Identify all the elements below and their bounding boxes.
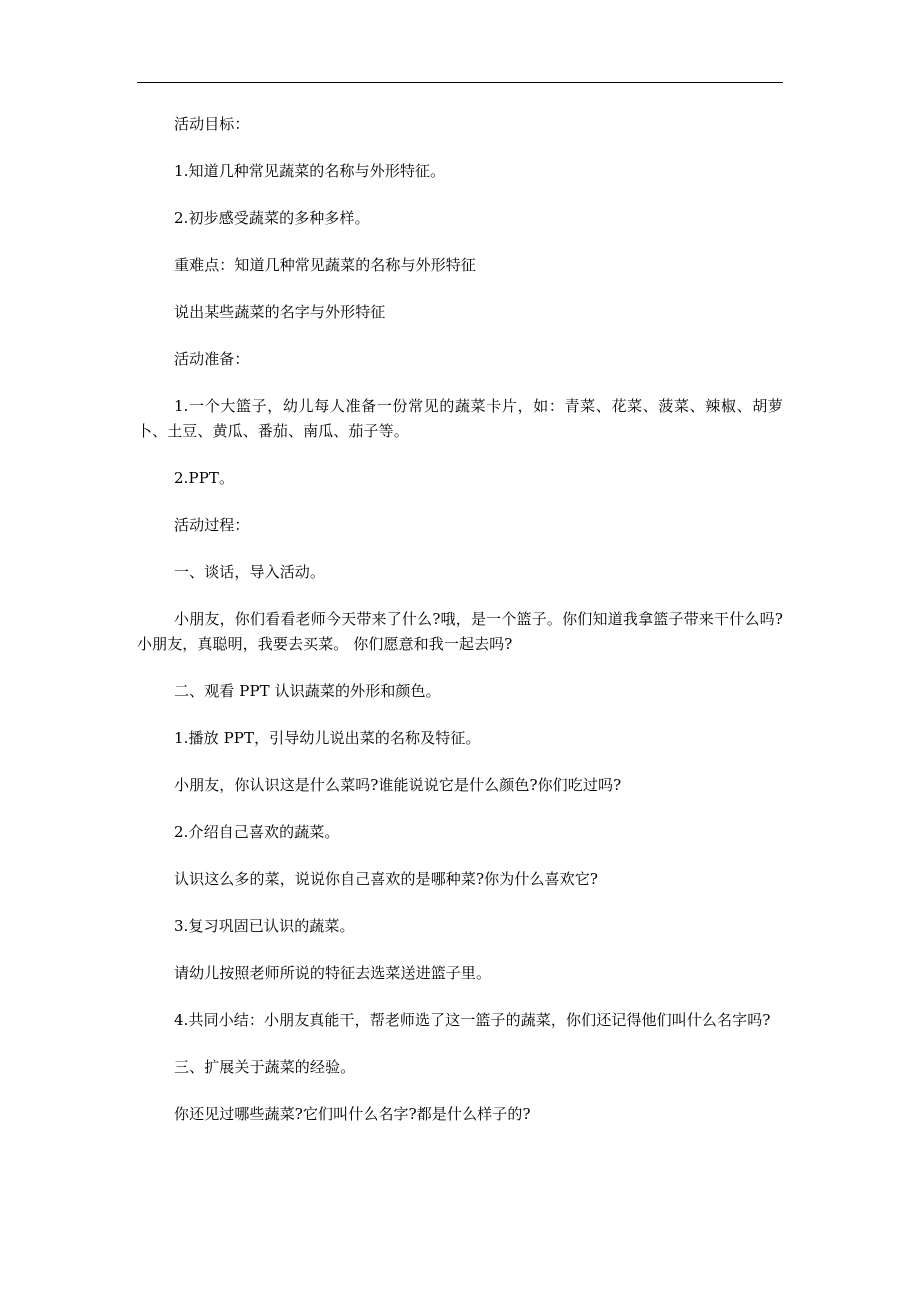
process-step-2-item-3-text: 请幼儿按照老师所说的特征去选菜送进篮子里。 — [174, 964, 492, 982]
process-step-2-item-3: 3.复习巩固已认识的蔬菜。 — [174, 917, 355, 935]
document-body — [137, 112, 783, 1149]
preparation-item-2: 2.PPT。 — [174, 469, 235, 487]
section-heading-process: 活动过程： — [174, 516, 250, 534]
section-heading-objectives: 活动目标： — [174, 115, 250, 133]
process-step-2-item-1: 1.播放 PPT，引导幼儿说出菜的名称及特征。 — [174, 729, 481, 747]
objective-item-2: 2.初步感受蔬菜的多种多样。 — [174, 209, 370, 227]
process-step-3-heading: 三、扩展关于蔬菜的经验。 — [174, 1058, 356, 1076]
process-step-2-heading: 二、观看 PPT 认识蔬菜的外形和颜色。 — [174, 682, 441, 700]
process-step-2-item-2: 2.介绍自己喜欢的蔬菜。 — [174, 823, 340, 841]
process-step-2-item-1-text: 小朋友，你认识这是什么菜吗?谁能说说它是什么颜色?你们吃过吗? — [174, 776, 622, 794]
process-step-1-heading: 一、谈话，导入活动。 — [174, 563, 326, 581]
objective-item-1: 1.知道几种常见蔬菜的名称与外形特征。 — [174, 162, 446, 180]
key-points: 重难点：知道几种常见蔬菜的名称与外形特征 — [174, 256, 477, 274]
process-step-2-item-2-text: 认识这么多的菜，说说你自己喜欢的是哪种菜?你为什么喜欢它? — [174, 870, 598, 888]
process-step-3-text: 你还见过哪些蔬菜?它们叫什么名字?都是什么样子的? — [174, 1105, 531, 1123]
section-heading-preparation: 活动准备： — [174, 350, 250, 368]
difficulty-point: 说出某些蔬菜的名字与外形特征 — [174, 303, 386, 321]
process-step-1-text: 小朋友，你们看看老师今天带来了什么?哦，是一个篮子。你们知道我拿篮子带来干什么吗?小朋友，真聪明，我要去买菜。 你们愿意和我一起去吗? — [137, 610, 783, 653]
process-step-2-item-4: 4.共同小结：小朋友真能干，帮老师选了这一篮子的蔬菜，你们还记得他们叫什么名字吗? — [174, 1011, 771, 1029]
header-rule — [137, 82, 783, 83]
preparation-item-1: 1.一个大篮子，幼儿每人准备一份常见的蔬菜卡片，如：青菜、花菜、菠菜、辣椒、胡萝卜、土豆、黄瓜、番茄、南瓜、茄子等。 — [137, 397, 783, 440]
